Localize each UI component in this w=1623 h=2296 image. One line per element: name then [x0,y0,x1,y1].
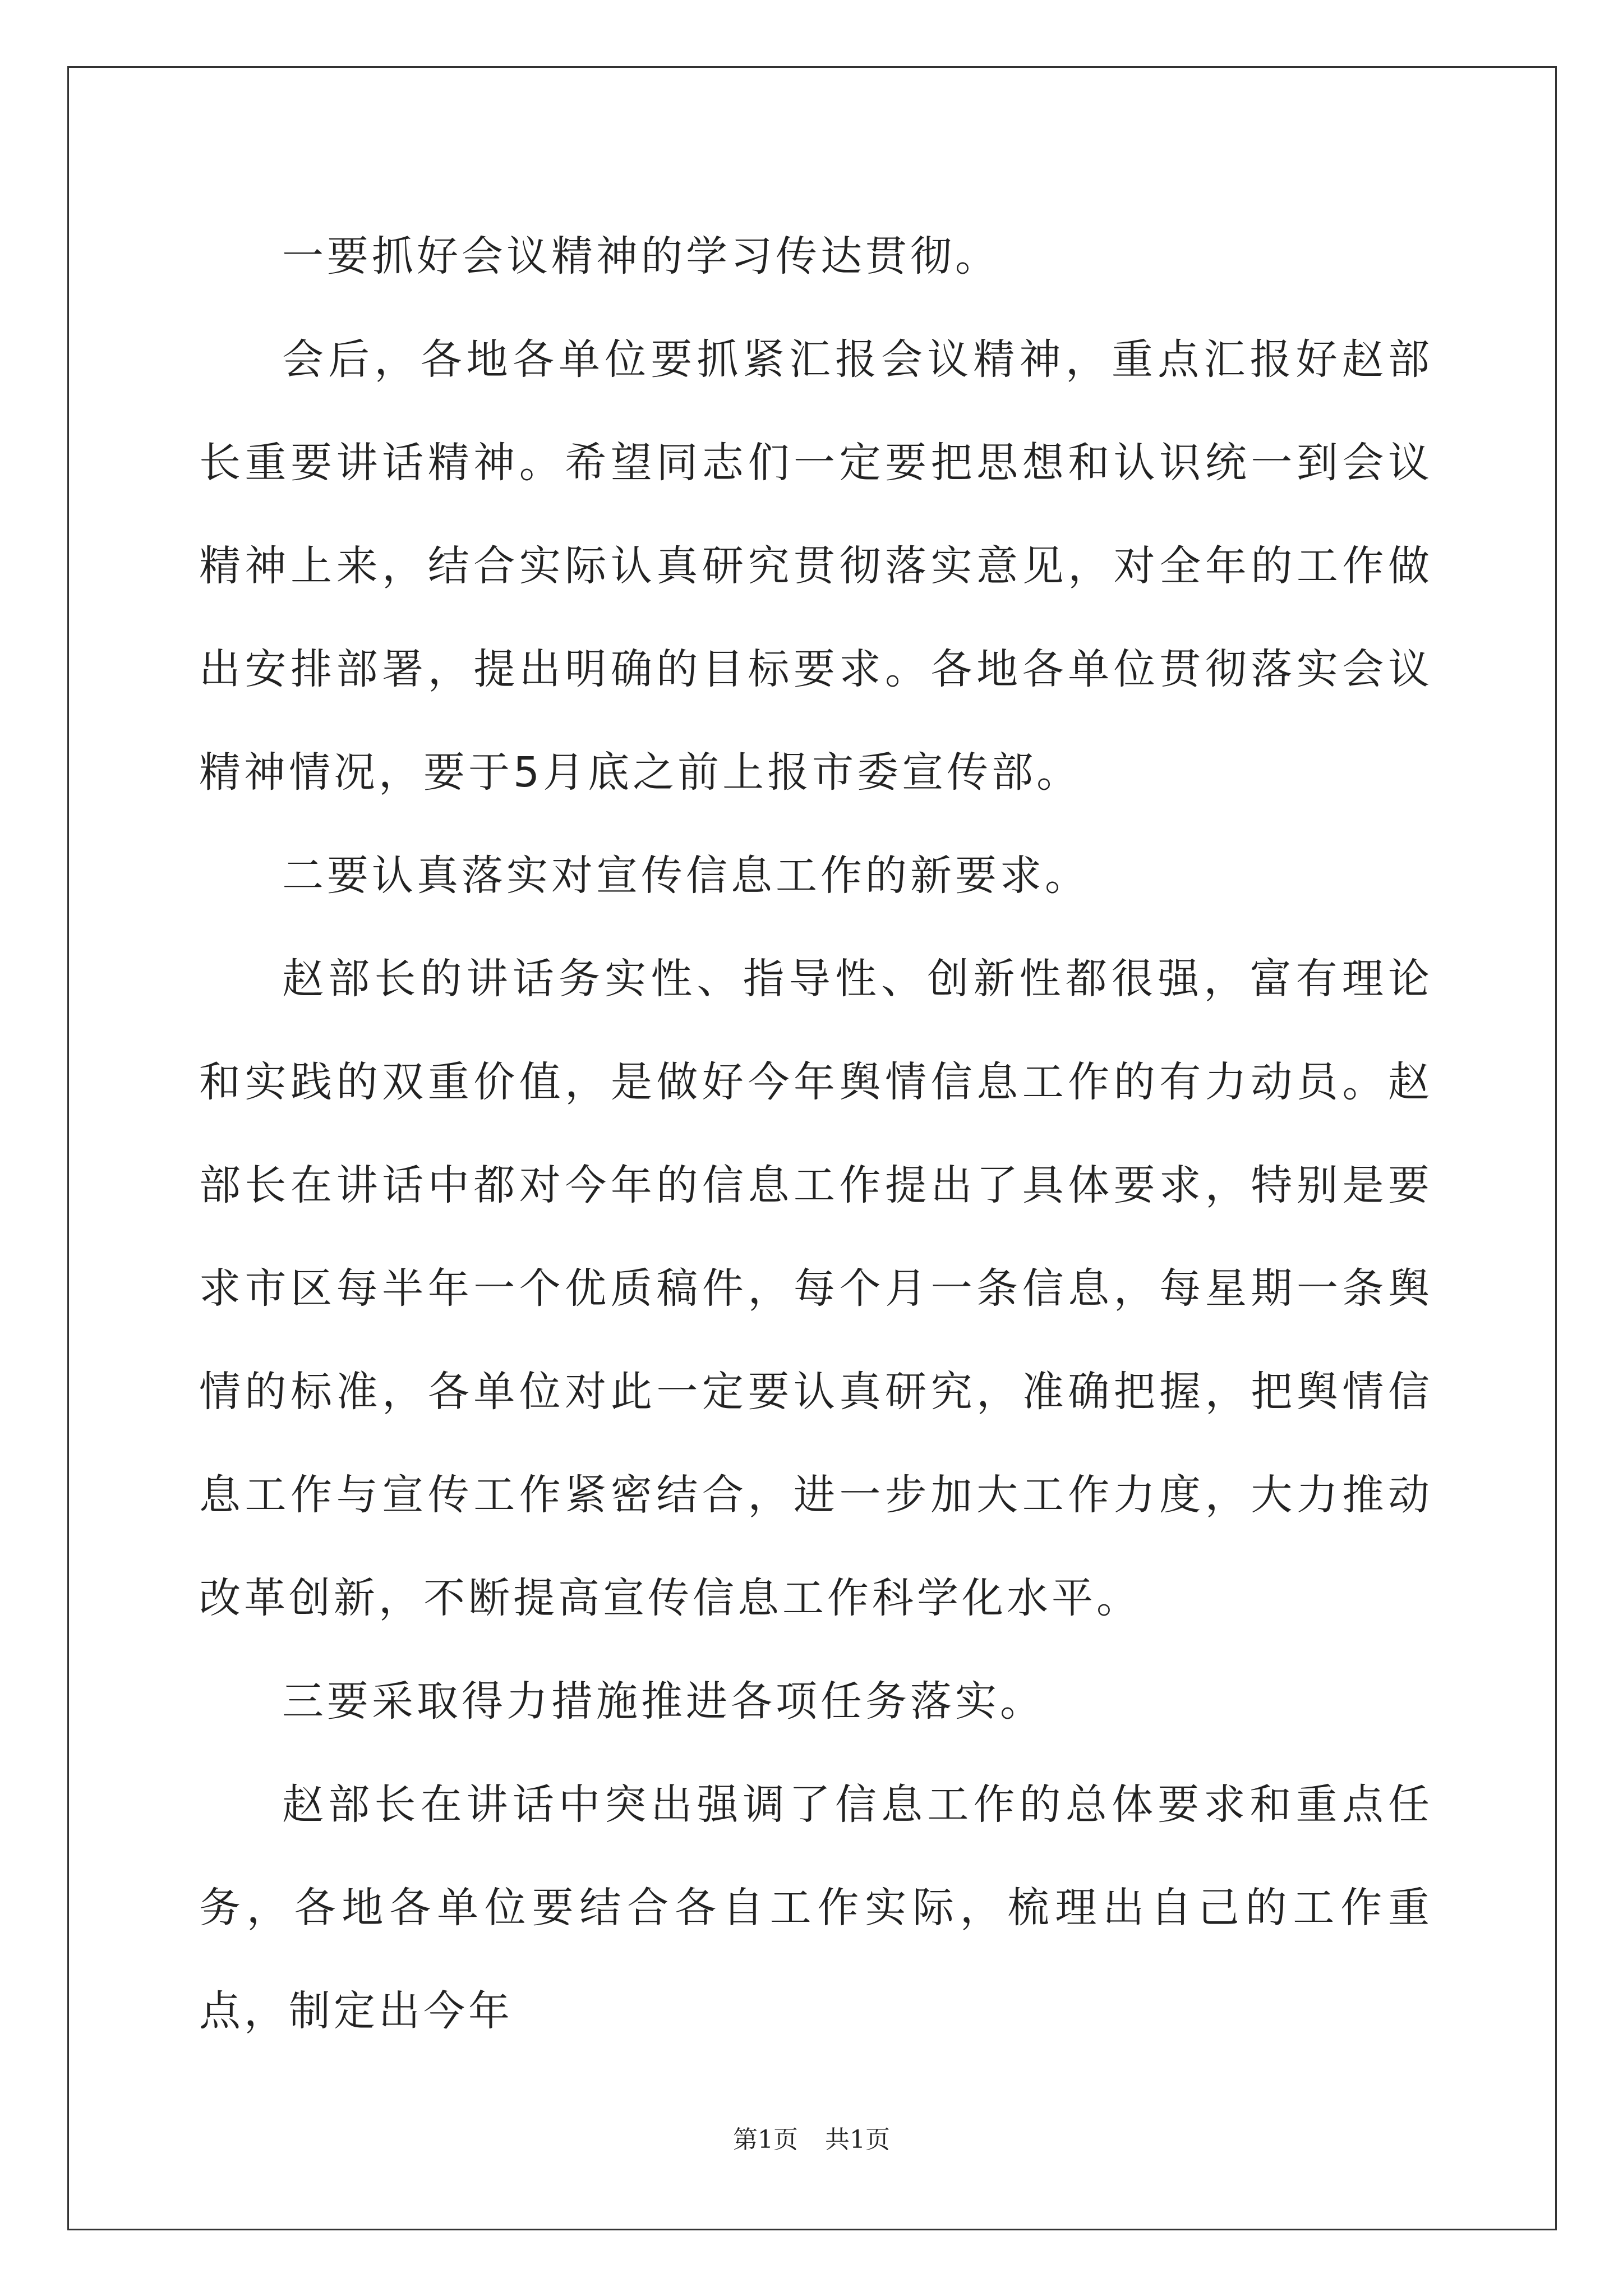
page-number: 第1页 [733,2125,798,2154]
page-total: 共1页 [825,2125,890,2154]
paragraph-body-3: 赵部长在讲话中突出强调了信息工作的总体要求和重点任务，各地各单位要结合各自工作实际，梳理出自己的工作重点，制定出今年 [199,1780,1433,2035]
page-footer [0,2119,1623,2155]
paragraph-body-1: 会后，各地各单位要抓紧汇报会议精神，重点汇报好赵部长重要讲话精神。希望同志们一定要把思想和认识统一到会议精神上来，结合实际认真研究贯彻落实意见，对全年的工作做出安排部署，提出明确的目标要求。各地各单位贯彻落实会议精神情况，要于5月底之前上报市委宣传部。 [199,335,1433,797]
paragraph-heading-2: 二要认真落实对宣传信息工作的新要求。 [282,852,1090,900]
paragraph-heading-3: 三要采取得力措施推进各项任务落实。 [282,1677,1045,1726]
paragraph-body-2: 赵部长的讲话务实性、指导性、创新性都很强，富有理论和实践的双重价值，是做好今年舆情信息工作的有力动员。赵部长在讲话中都对今年的信息工作提出了具体要求，特别是要求市区每半年一个优质稿件，每个月一条信息，每星期一条舆情的标准，各单位对此一定要认真研究，准确把握，把舆情信息工作与宣传工作紧密结合，进一步加大工作力度，大力推动改革创新，不断提高宣传信息工作科学化水平。 [199,955,1433,1622]
document-body [199,205,1433,2063]
paragraph-heading-1: 一要抓好会议精神的学习传达贯彻。 [282,232,1000,280]
